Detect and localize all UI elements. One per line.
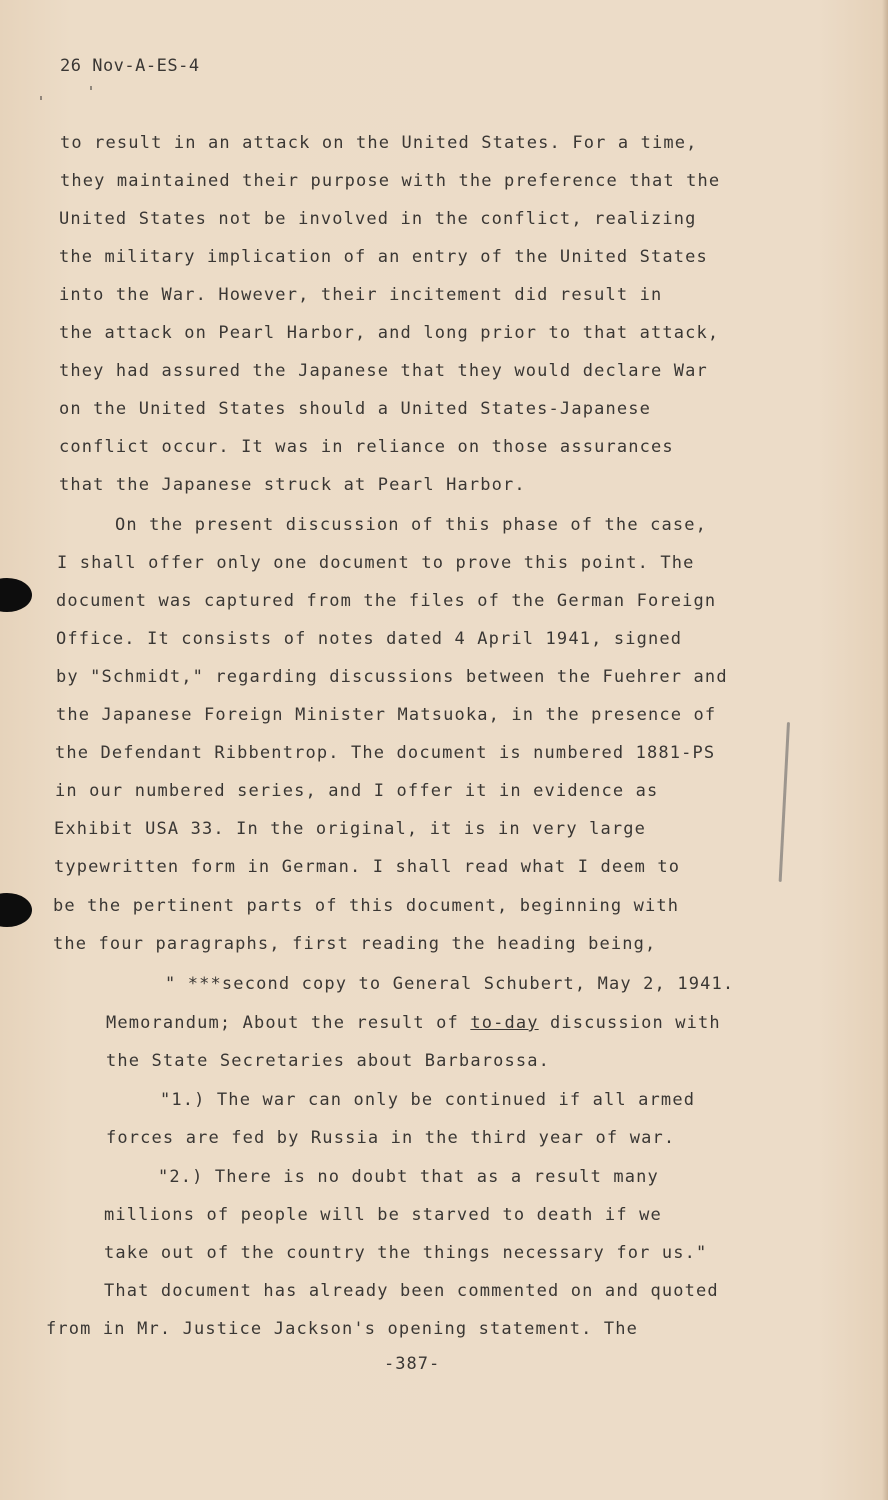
stray-mark	[40, 96, 42, 100]
quote-line: millions of people will be starved to death if we	[104, 1205, 662, 1225]
underlined-word: to-day	[470, 1013, 539, 1033]
body-line: I shall offer only one document to prove this point. The	[57, 553, 695, 573]
body-line: that the Japanese struck at Pearl Harbor.	[59, 475, 526, 495]
body-line: they maintained their purpose with the preference that the	[60, 171, 721, 191]
body-line: they had assured the Japanese that they would declare War	[59, 361, 708, 381]
body-line: United States not be involved in the conflict, realizing	[59, 209, 697, 229]
body-line: That document has already been commented on and quoted	[104, 1281, 719, 1301]
body-line: be the pertinent parts of this document, beginning with	[53, 896, 680, 916]
body-line: the military implication of an entry of the United States	[59, 247, 708, 267]
quote-line: the State Secretaries about Barbarossa.	[106, 1051, 551, 1071]
stray-mark	[90, 86, 92, 90]
quote-text: Memorandum; About the result of	[106, 1013, 471, 1033]
punch-hole-top	[0, 578, 32, 612]
body-line: to result in an attack on the United States. For a time,	[60, 133, 698, 153]
quote-line: forces are fed by Russia in the third year of war.	[106, 1128, 676, 1148]
quote-line: take out of the country the things necessary for us."	[104, 1243, 708, 1263]
page-edge-shadow	[882, 0, 888, 1500]
body-line: the Defendant Ribbentrop. The document is numbered 1881-PS	[55, 743, 716, 763]
punch-hole-bottom	[0, 893, 32, 927]
body-line: from in Mr. Justice Jackson's opening statement. The	[46, 1319, 639, 1339]
page-number: -387-	[384, 1354, 441, 1374]
quote-line	[106, 1013, 721, 1033]
quote-text: discussion with	[538, 1013, 721, 1033]
body-line: Exhibit USA 33. In the original, it is in very large	[54, 819, 647, 839]
body-line: document was captured from the files of the German Foreign	[56, 591, 717, 611]
document-id: 26 Nov-A-ES-4	[60, 56, 200, 76]
body-line: in our numbered series, and I offer it in evidence as	[55, 781, 659, 801]
body-line: Office. It consists of notes dated 4 April 1941, signed	[56, 629, 683, 649]
quote-line: "1.) The war can only be continued if all armed	[160, 1090, 696, 1110]
body-line: conflict occur. It was in reliance on those assurances	[59, 437, 674, 457]
margin-pencil-mark	[779, 722, 790, 882]
body-line: into the War. However, their incitement did result in	[59, 285, 663, 305]
quote-line: " ***second copy to General Schubert, May 2, 1941.	[165, 974, 735, 994]
body-line: the attack on Pearl Harbor, and long prior to that attack,	[59, 323, 720, 343]
body-line: on the United States should a United States-Japanese	[59, 399, 652, 419]
body-line: by "Schmidt," regarding discussions between the Fuehrer and	[56, 667, 728, 687]
quote-line: "2.) There is no doubt that as a result many	[158, 1167, 659, 1187]
body-line: On the present discussion of this phase of the case,	[115, 515, 708, 535]
body-line: typewritten form in German. I shall read what I deem to	[54, 857, 681, 877]
body-line: the Japanese Foreign Minister Matsuoka, in the presence of	[56, 705, 717, 725]
body-line: the four paragraphs, first reading the heading being,	[53, 934, 657, 954]
